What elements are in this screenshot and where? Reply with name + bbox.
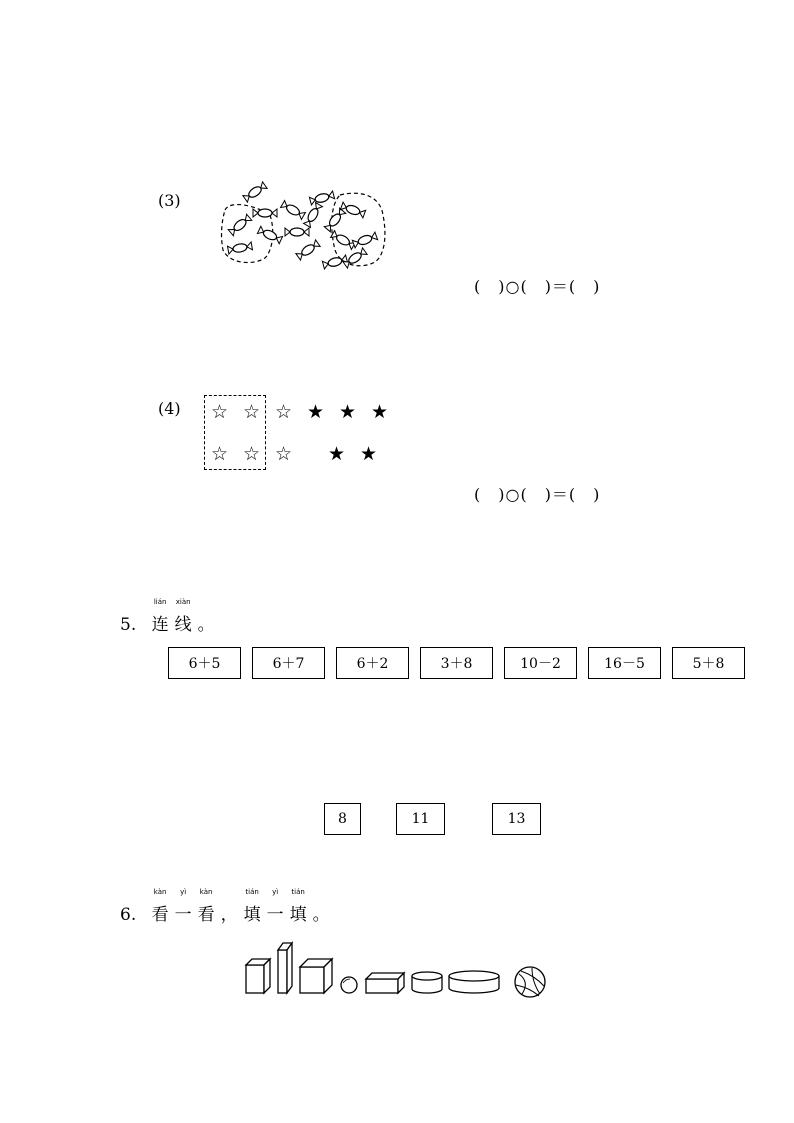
q6-title-char: tián 填 — [289, 888, 307, 925]
hollow-star-icon: ☆ — [275, 443, 293, 465]
pinyin-label: yì — [272, 888, 279, 896]
q5-title-char: xiàn 线 — [174, 598, 192, 635]
q6-title-char: kàn 看 — [151, 888, 169, 925]
cube-shape — [300, 959, 332, 993]
candy-icon — [253, 209, 277, 217]
flat-cuboid-shape — [366, 973, 404, 993]
filled-star-icon: ★ — [360, 443, 378, 465]
q6-title-char: kàn 看 — [197, 888, 215, 925]
q5-number: 5. — [120, 615, 137, 635]
pinyin-label: lián — [153, 598, 167, 606]
q3-label: (3) — [158, 191, 181, 210]
pinyin-label: kàn — [153, 888, 167, 896]
ball-shape — [515, 967, 545, 997]
q5-title-char: lián 连 — [151, 598, 169, 635]
candy-picture — [215, 180, 395, 280]
q6-title-char: ， — [220, 905, 238, 925]
q4-equation[interactable]: ( )○( )＝( ) — [474, 485, 601, 504]
q6-title-char: tián 填 — [243, 888, 261, 925]
answer-box[interactable]: 11 — [396, 803, 445, 835]
q6-title-char: yì 一 — [266, 888, 284, 925]
cylinder-shape — [412, 972, 442, 993]
filled-star-icon: ★ — [371, 401, 389, 423]
pinyin-label: yì — [180, 888, 187, 896]
candy-icon — [227, 242, 252, 254]
candy-icon — [228, 214, 252, 236]
expression-box[interactable]: 5＋8 — [672, 647, 745, 679]
candy-icon — [304, 203, 323, 228]
candy-icon — [257, 226, 282, 243]
hollow-star-icon: ☆ — [243, 443, 261, 465]
expression-box[interactable]: 16－5 — [588, 647, 661, 679]
solid-shapes-picture — [240, 938, 550, 1003]
q6-title — [120, 888, 330, 925]
answer-box[interactable]: 8 — [324, 803, 361, 835]
pinyin-label: xiàn — [175, 598, 191, 606]
tall-cuboid-shape — [278, 943, 292, 993]
candy-icon — [324, 208, 346, 232]
expression-box[interactable]: 6＋2 — [336, 647, 409, 679]
filled-star-icon: ★ — [307, 401, 325, 423]
q5-title — [120, 598, 215, 635]
candy-icon — [281, 201, 306, 220]
q3-equation[interactable]: ( )○( )＝( ) — [474, 277, 601, 296]
sphere-shape — [341, 977, 357, 993]
hollow-star-icon: ☆ — [211, 443, 229, 465]
q6-number: 6. — [120, 905, 137, 925]
hollow-star-icon: ☆ — [243, 401, 261, 423]
expression-box[interactable]: 6＋7 — [252, 647, 325, 679]
candy-icon — [243, 182, 267, 202]
candy-icon — [352, 232, 377, 248]
cuboid-shape — [246, 959, 270, 993]
hollow-star-icon: ☆ — [211, 401, 229, 423]
pinyin-label: tián — [291, 888, 305, 896]
expression-box[interactable]: 3＋8 — [420, 647, 493, 679]
candy-icon — [340, 202, 365, 218]
q5-title-end: 。 — [197, 615, 215, 635]
pinyin-label: kàn — [199, 888, 213, 896]
expression-box[interactable]: 10－2 — [504, 647, 577, 679]
q6-title-char: yì 一 — [174, 888, 192, 925]
filled-star-icon: ★ — [339, 401, 357, 423]
q4-label: (4) — [158, 399, 181, 418]
q6-title-end: 。 — [312, 905, 330, 925]
wide-cylinder-shape — [449, 971, 499, 993]
pinyin-label: tián — [245, 888, 259, 896]
candy-icon — [285, 228, 309, 236]
candy-icon — [296, 240, 320, 260]
candy-icon — [309, 191, 334, 205]
answer-box[interactable]: 13 — [492, 803, 541, 835]
q6-title-text — [151, 888, 330, 925]
filled-star-icon: ★ — [328, 443, 346, 465]
expression-box[interactable]: 6＋5 — [168, 647, 241, 679]
hollow-star-icon: ☆ — [275, 401, 293, 423]
q5-title-text — [151, 598, 215, 635]
